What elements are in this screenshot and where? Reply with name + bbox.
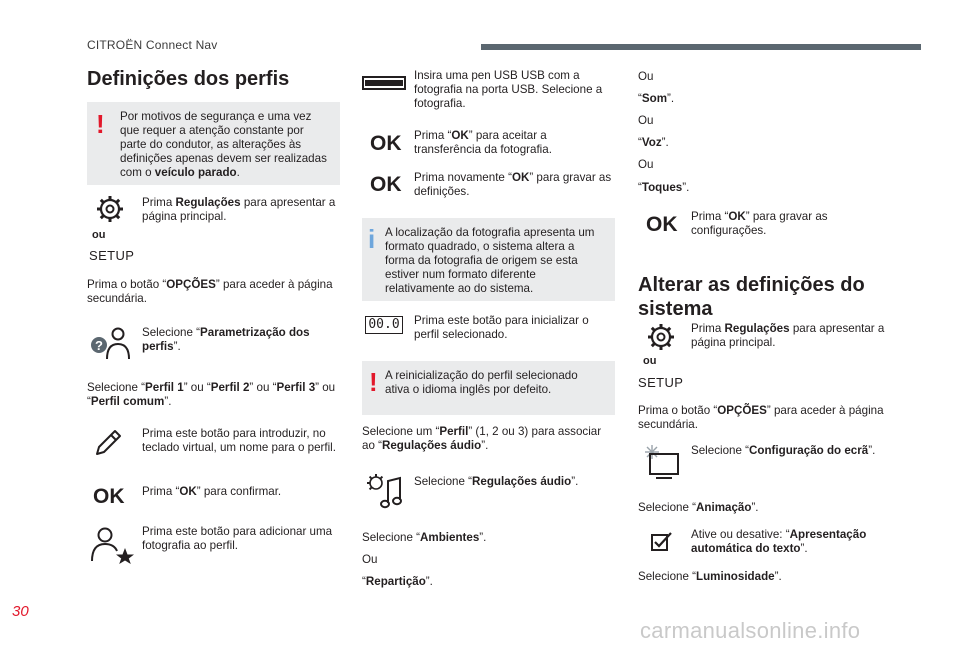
ok-icon: OK [93,485,125,508]
add-photo-profile-icon [89,526,135,564]
warning-note-reset: ! A reinicialização do perfil selecionado ativa o idioma inglês por defeito. [362,361,615,415]
or-label: ou [92,229,106,241]
press-settings-text: Prima Regulações para apresentar a página principal. [691,322,885,349]
ambient-text: Selecione “Ambientes”. [362,531,487,544]
section-heading-system [638,273,898,321]
auto-text: Ative ou desative: “Apresentação automática do texto”. [691,528,867,555]
warning-icon: ! [369,367,378,397]
or-text: Ou [638,70,654,83]
ok-confirm-text: Prima “OK” para confirmar. [142,485,282,498]
audio-settings-text: Selecione “Regulações áudio”. [414,475,579,488]
header-title: CITROËN Connect Nav [87,38,218,52]
usb-icon [362,76,406,90]
options-text: Prima o botão “OPÇÕES” para aceder à página secundária. [87,278,333,305]
checkbox-icon [651,531,673,551]
or-label: ou [643,355,657,367]
warning-note: ! Por motivos de segurança e uma vez que requer a atenção constante por parte do condutor, as alterações às definições apenas devem ser realizadas com o veículo parado. [87,102,340,185]
setup-label: SETUP [89,248,135,263]
options-text: Prima o botão “OPÇÕES” para aceder à página secundária. [638,404,884,431]
warning-icon: ! [96,109,105,139]
or-text: Ou [638,114,654,127]
select-profile-audio-text: Selecione um “Perfil” (1, 2 ou 3) para associar ao “Regulações áudio”. [362,425,602,452]
pencil-icon [93,428,123,458]
ok-save-text: Prima novamente “OK” para gravar as definições. [414,171,612,198]
photo-text: Prima este botão para adicionar uma fotografia ao perfil. [142,525,333,552]
usb-text: Insira uma pen USB USB com a fotografia na porta USB. Selecione a fotografia. [414,69,603,110]
profile-settings-icon [88,325,132,361]
toques-text: “Toques”. [638,181,690,194]
pencil-text: Prima este botão para introduzir, no teclado virtual, um nome para o perfil. [142,427,336,454]
som-text: “Som”. [638,92,675,105]
svg-text:?: ? [95,338,103,353]
press-settings-text: Prima Regulações para apresentar a página principal. [142,196,336,223]
select-profile-text: Selecione “Perfil 1” ou “Perfil 2” ou “Perfil 3” ou “Perfil comum”. [87,381,336,408]
info-note: i A localização da fotografia apresenta um formato quadrado, o sistema altera a forma da fotografia de origem se esta estiver num formato diferente relativamente ao do sistema. [362,218,615,301]
ok-icon: OK [370,173,402,196]
section-title: Alterar as definições do sistema [638,274,865,320]
setup-label: SETUP [638,375,684,390]
page-title: Definições dos perfis [87,68,290,90]
watermark: carmanualsonline.info [640,618,861,643]
page-number: 30 [12,603,29,620]
or-text: Ou [362,553,378,566]
gear-icon [95,194,125,224]
ok-accept-text: Prima “OK” para aceitar a transferência da fotografia. [414,129,552,156]
screen-config-text: Selecione “Configuração do ecrã”. [691,444,876,457]
ok-save-config-text: Prima “OK” para gravar as configurações. [691,210,828,237]
header-bar [481,44,921,50]
voz-text: “Voz”. [638,136,669,149]
section-heading-profiles [87,67,347,91]
gear-icon [646,322,676,352]
ok-icon: OK [646,213,678,236]
reset-icon: 00.0 [365,316,403,334]
animation-text: Selecione “Animação”. [638,501,759,514]
repartition-text: “Repartição”. [362,575,433,588]
luminosity-text: Selecione “Luminosidade”. [638,570,782,583]
screen-settings-icon [644,444,682,480]
reset-text: Prima este botão para inicializar o perfil selecionado. [414,314,589,341]
info-icon: i [368,224,376,254]
select-param-text: Selecione “Parametrização dos perfis”. [142,326,310,353]
ok-icon: OK [370,132,402,155]
audio-settings-icon [366,473,406,511]
or-text: Ou [638,158,654,171]
